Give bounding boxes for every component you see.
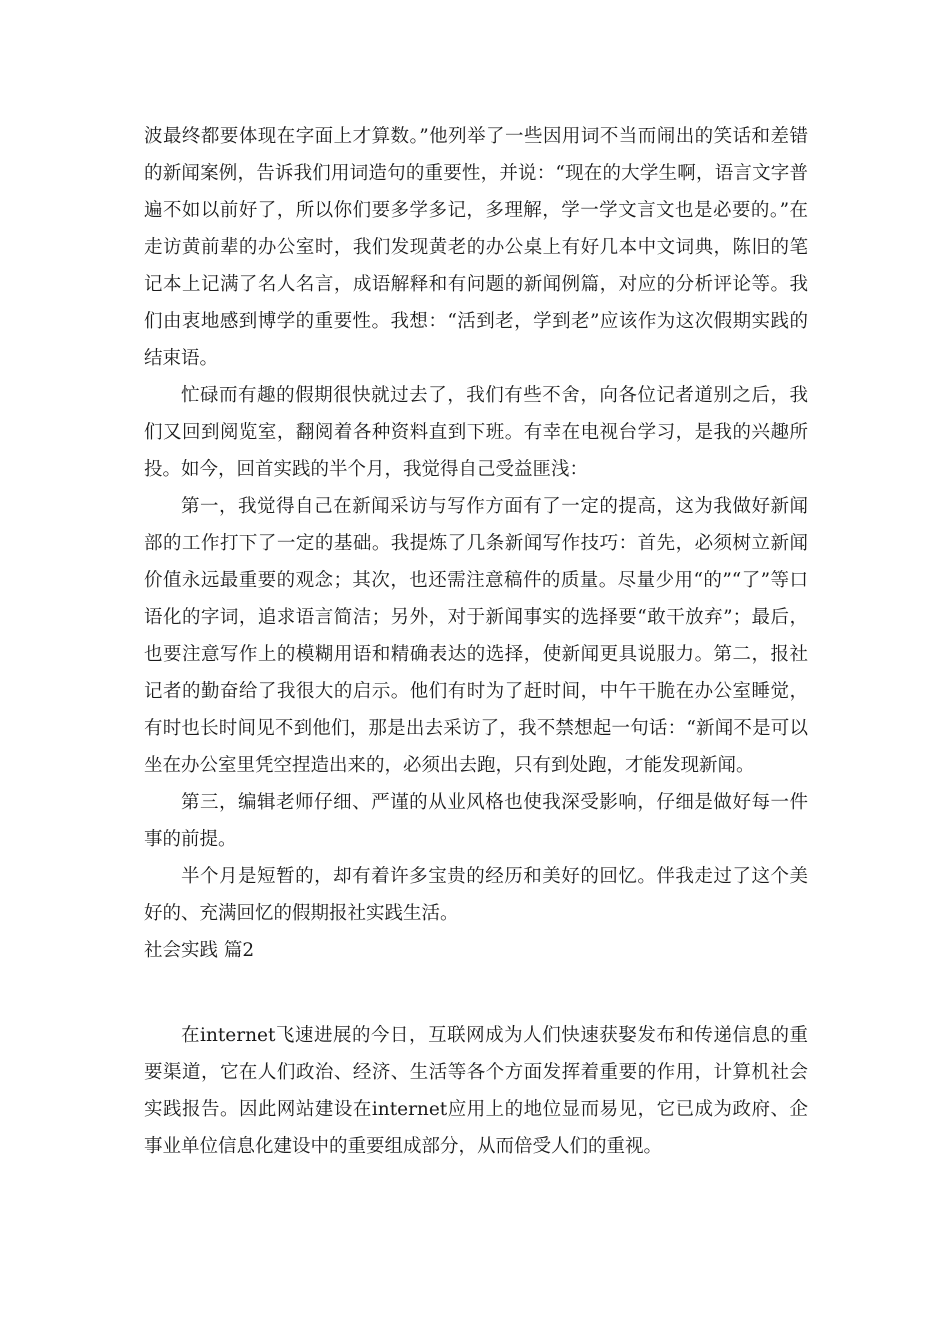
paragraph-continuation: 波最终都要体现在字面上才算数。”他列举了一些因用词不当而闹出的笑话和差错的新闻案例，告诉我们用词造句的重要性，并说：“现在的大学生啊，语言文字普遍不如以前好了，所以你们要多学多记，多理解，学一学文言文也是必要的。”在走访黄前辈的办公室时，我们发现黄老的办公桌上有好几本中文词典，陈旧的笔记本上记满了名人名言，成语解释和有问题的新闻例篇，对应的分析评论等。我们由衷地感到博学的重要性。我想：“活到老，学到老”应该作为这次假期实践的结束语。 — [144, 126, 808, 369]
paragraph: 忙碌而有趣的假期很快就过去了，我们有些不舍，向各位记者道别之后，我们又回到阅览室，翻阅着各种资料直到下班。有幸在电视台学习，是我的兴趣所投。如今，回首实践的半个月，我觉得自己受益匪浅： — [144, 385, 808, 480]
document-page — [144, 118, 808, 1165]
paragraph: 第一，我觉得自己在新闻采访与写作方面有了一定的提高，这为我做好新闻部的工作打下了一定的基础。我提炼了几条新闻写作技巧：首先，必须树立新闻价值永远最重要的观念；其次，也还需注意稿件的质量。尽量少用“的”“了”等口语化的字词，追求语言简洁；另外，对于新闻事实的选择要“敢干放弃”；最后，也要注意写作上的模糊用语和精确表达的选择，使新闻更具说服力。第二，报社记者的勤奋给了我很大的启示。他们有时为了赶时间，中午干脆在办公室睡觉，有时也长时间见不到他们，那是出去采访了，我不禁想起一句话：“新闻不是可以坐在办公室里凭空捏造出来的，必须出去跑，只有到处跑，才能发现新闻。 — [144, 496, 808, 776]
section-heading: 社会实践 篇2 — [144, 940, 255, 961]
section-spacer — [144, 969, 808, 1017]
paragraph: 在internet飞速进展的今日，互联网成为人们快速获娶发布和传递信息的重要渠道，它在人们政治、经济、生活等各个方面发挥着重要的作用，计算机社会实践报告。因此网站建设在internet应用上的地位显而易见，它已成为政府、企事业单位信息化建设中的重要组成部分，从而倍受人们的重视。 — [144, 1025, 808, 1157]
paragraph: 第三，编辑老师仔细、严谨的从业风格也使我深受影响，仔细是做好每一件事的前提。 — [144, 792, 808, 850]
paragraph: 半个月是短暂的，却有着许多宝贵的经历和美好的回忆。伴我走过了这个美好的、充满回忆的假期报社实践生活。 — [144, 866, 808, 924]
